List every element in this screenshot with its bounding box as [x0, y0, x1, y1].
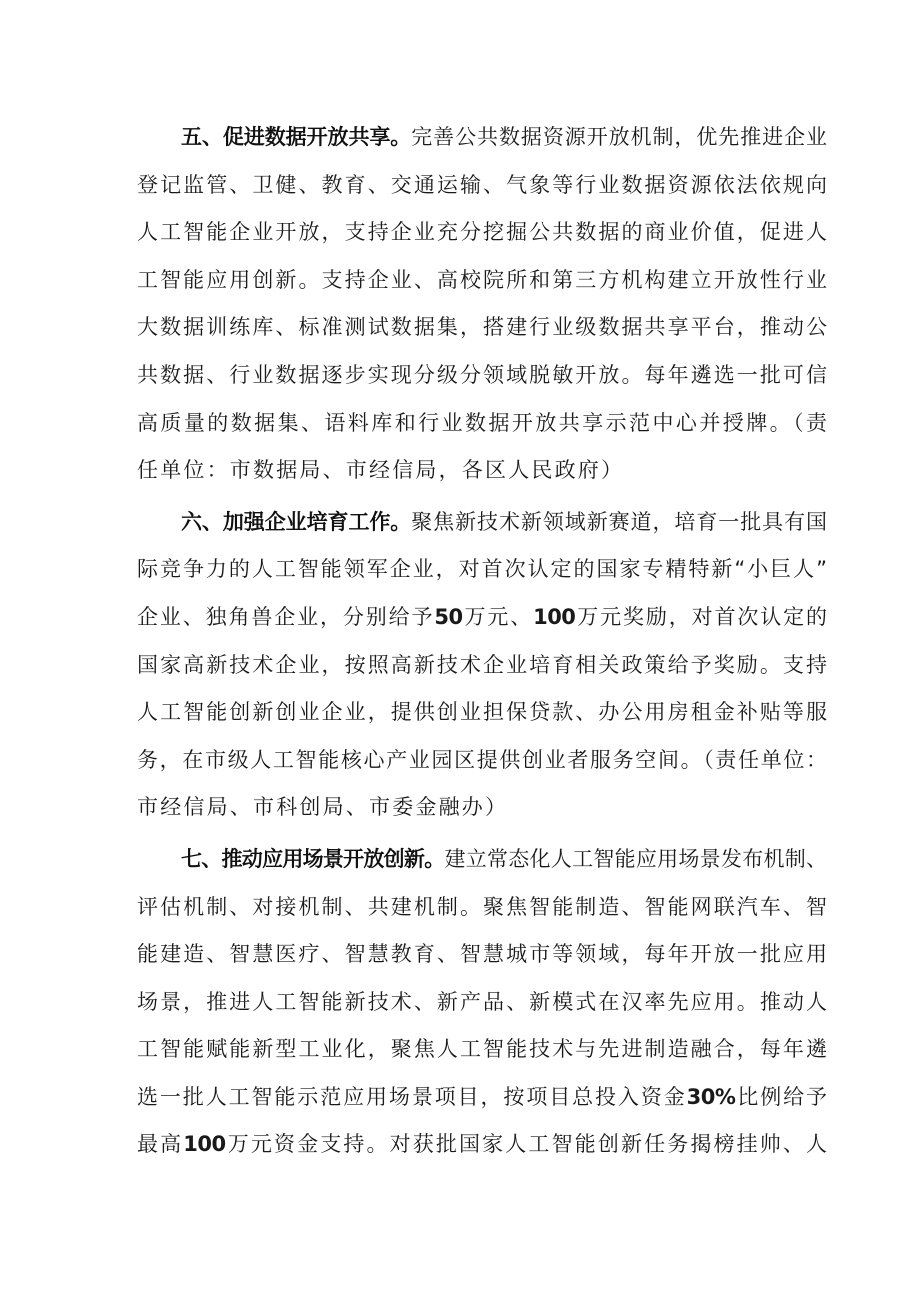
paragraph-line: 能建造、智慧医疗、智慧教育、智慧城市等领域，每年开放一批应用	[137, 942, 827, 967]
paragraph-line: 市经信局、市科创局、市委金融办）	[137, 795, 509, 820]
paragraph-line: 企业、独角兽企业，分别给予50万元、100万元奖励，对首次认定的	[137, 604, 828, 629]
paragraph-line: 评估机制、对接机制、共建机制。聚焦智能制造、智能网联汽车、智	[137, 894, 827, 919]
paragraph-line: 国家高新技术企业，按照高新技术企业培育相关政策给予奖励。支持	[137, 652, 827, 677]
bold-figure: 100	[533, 604, 576, 629]
paragraph-line: 际竞争力的人工智能领军企业，对首次认定的国家专精特新“小巨人”	[137, 557, 827, 582]
bold-figure: 30%	[686, 1084, 736, 1109]
section-heading: 六、加强企业培育工作。	[181, 509, 412, 534]
paragraph-line: 六、加强企业培育工作。聚焦新技术新领域新赛道，培育一批具有国	[181, 509, 828, 534]
section-heading: 七、推动应用场景开放创新。	[181, 846, 445, 871]
paragraph-line: 最高100万元资金支持。对获批国家人工智能创新任务揭榜挂帅、人	[137, 1132, 828, 1157]
paragraph-line: 工智能赋能新型工业化，聚焦人工智能技术与先进制造融合，每年遴	[137, 1037, 827, 1062]
document-page	[137, 114, 827, 1173]
paragraph-line: 七、推动应用场景开放创新。建立常态化人工智能应用场景发布机制、	[181, 846, 828, 871]
paragraph-line: 高质量的数据集、语料库和行业数据开放共享示范中心并授牌。（责	[137, 410, 827, 435]
paragraph-line: 大数据训练库、标准测试数据集，搭建行业级数据共享平台，推动公	[137, 315, 827, 340]
paragraph-line: 登记监管、卫健、教育、交通运输、气象等行业数据资源依法依规向	[137, 172, 827, 197]
paragraph-line: 人工智能企业开放，支持企业充分挖掘公共数据的商业价值，促进人	[137, 220, 827, 245]
paragraph-section-7	[137, 836, 827, 1169]
paragraph-line: 工智能应用创新。支持企业、高校院所和第三方机构建立开放性行业	[137, 267, 827, 292]
paragraph-line: 共数据、行业数据逐步实现分级分领域脱敏开放。每年遴选一批可信	[137, 362, 827, 387]
paragraph-line: 任单位：市数据局、市经信局，各区人民政府）	[137, 458, 625, 483]
bold-figure: 50	[434, 604, 463, 629]
paragraph-line: 人工智能创新创业企业，提供创业担保贷款、办公用房租金补贴等服	[137, 700, 827, 725]
paragraph-line: 选一批人工智能示范应用场景项目，按项目总投入资金30%比例给予	[137, 1084, 828, 1109]
paragraph-line: 场景，推进人工智能新技术、新产品、新模式在汉率先应用。推动人	[137, 989, 827, 1014]
paragraph-line: 五、促进数据开放共享。完善公共数据资源开放机制，优先推进企业	[181, 125, 828, 149]
section-heading: 五、促进数据开放共享。	[181, 125, 412, 149]
bold-figure: 100	[183, 1132, 226, 1157]
paragraph-line: 务，在市级人工智能核心产业园区提供创业者服务空间。（责任单位：	[137, 747, 827, 772]
paragraph-section-6	[137, 499, 827, 832]
paragraph-section-5	[137, 114, 827, 495]
